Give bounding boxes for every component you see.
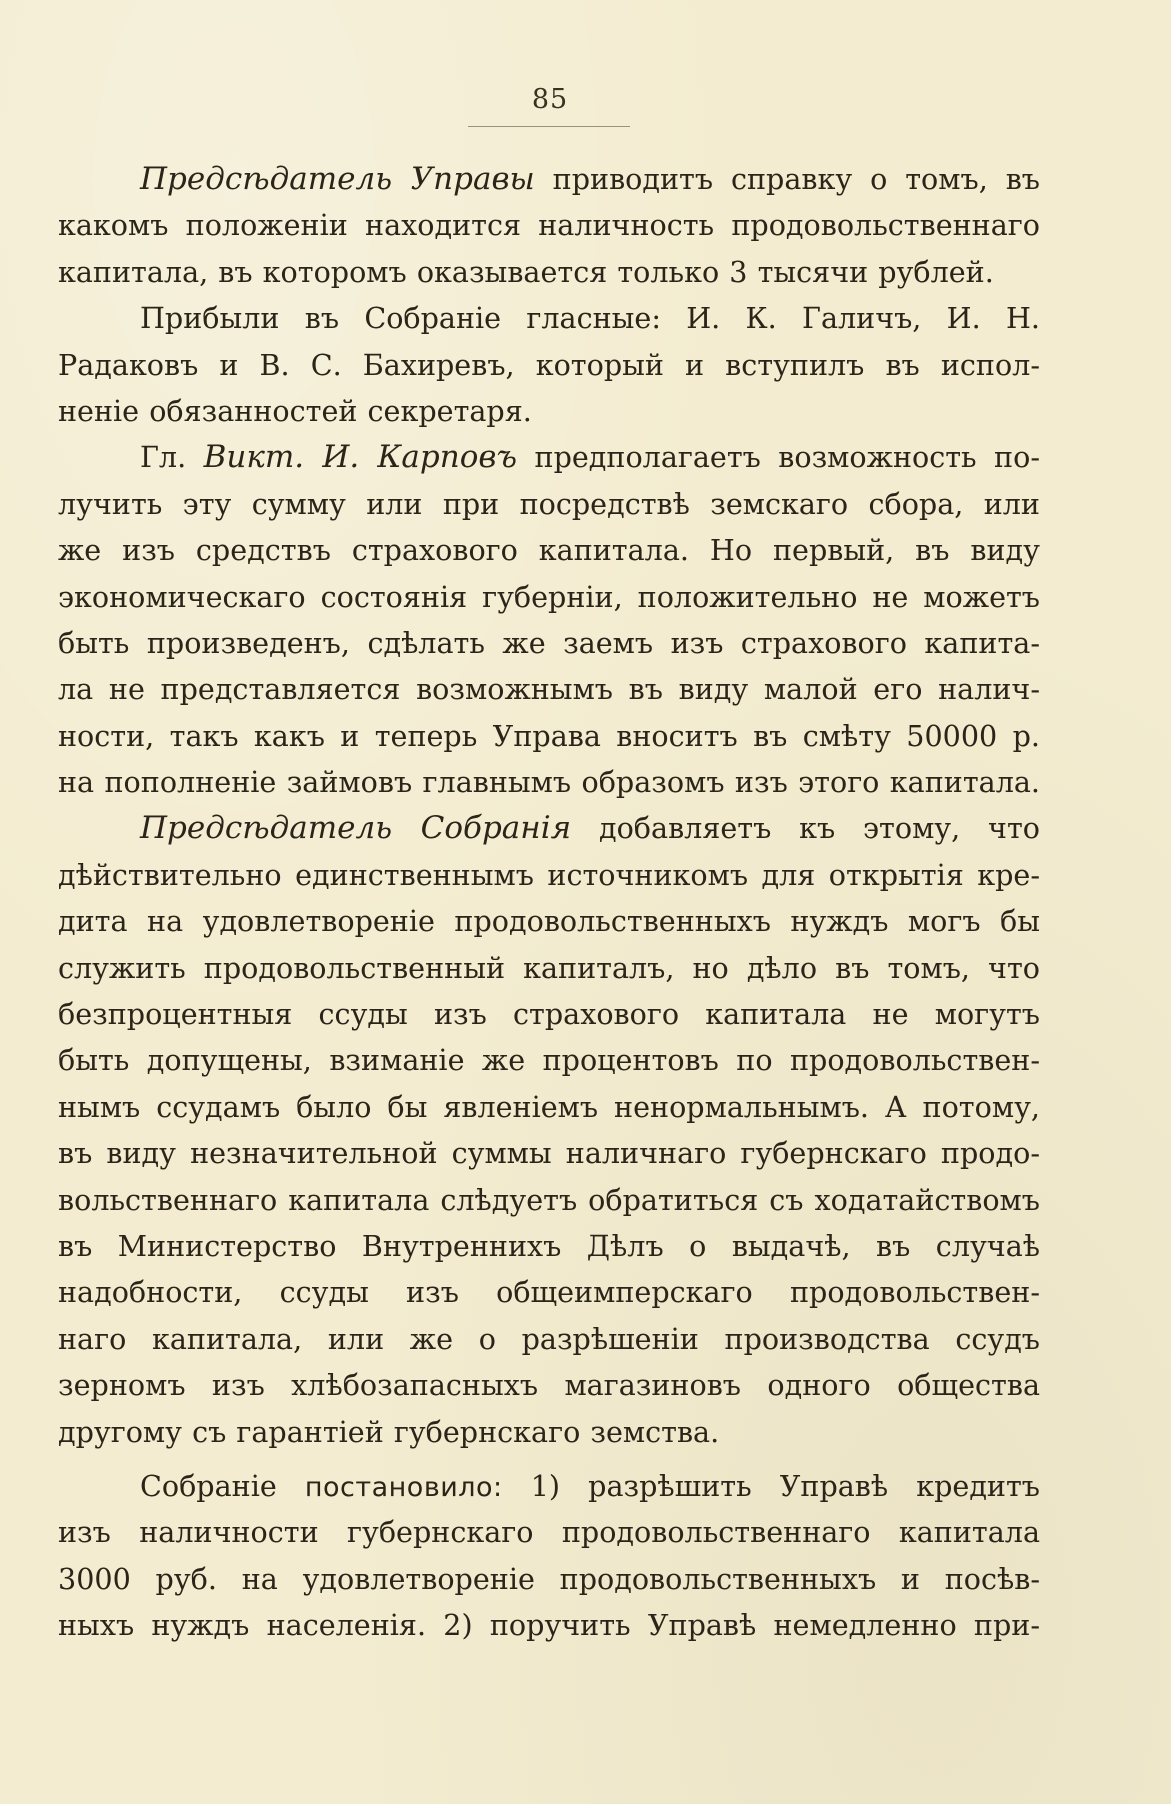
text-line: Прибыли въ Собраніе гласные: И. К. Галичъ, И. Н. (140, 301, 1040, 336)
page-number: 85 (531, 84, 569, 115)
text-line: безпроцентныя ссуды изъ страхового капитала не могутъ (58, 997, 1040, 1032)
text-line: Радаковъ и В. С. Бахиревъ, который и вступилъ въ испол- (58, 347, 1040, 382)
text-line: неніе обязанностей секретаря. (58, 393, 532, 428)
text-line: какомъ положеніи находится наличность продовольственнаго (58, 208, 1040, 243)
text-line: Предсѣдатель Собранія добавляетъ къ этому, что (140, 810, 1040, 847)
text-line: быть произведенъ, сдѣлать же заемъ изъ страхового капита- (58, 625, 1040, 660)
body-text (58, 156, 1040, 1649)
text-line: зерномъ изъ хлѣбозапасныхъ магазиновъ одного общества (58, 1368, 1040, 1403)
text-line: ныхъ нуждъ населенія. 2) поручить Управѣ немедленно при- (58, 1608, 1040, 1643)
text-line: въ Министерство Внутреннихъ Дѣлъ о выдачѣ, въ случаѣ (58, 1228, 1040, 1263)
text-line: 3000 руб. на удовлетвореніе продовольственныхъ и посѣв- (58, 1561, 1040, 1596)
text-line: Предсѣдатель Управы приводитъ справку о томъ, въ (140, 161, 1040, 197)
text-line: надобности, ссуды изъ общеимперскаго продовольствен- (58, 1275, 1040, 1310)
text-line: дѣйствительно единственнымъ источникомъ для открытія кре- (58, 857, 1040, 892)
text-line: другому съ гарантіей губернскаго земства. (58, 1414, 720, 1449)
text-line: лучить эту сумму или при посредствѣ земскаго сбора, или (58, 486, 1040, 521)
text-line: изъ наличности губернскаго продовольственнаго капитала (58, 1515, 1040, 1550)
text-line: вольственнаго капитала слѣдуетъ обратиться съ ходатайствомъ (58, 1182, 1040, 1217)
text-line: въ виду незначительной суммы наличнаго губернскаго продо- (58, 1136, 1040, 1171)
text-line: дита на удовлетвореніе продовольственныхъ нуждъ могъ бы (58, 904, 1040, 939)
text-line: экономическаго состоянія губерніи, положительно не можетъ (58, 579, 1040, 614)
text-line: же изъ средствъ страхового капитала. Но первый, въ виду (58, 533, 1040, 568)
text-line: Собраніе постановило: 1) разрѣшить Управѣ кредитъ (140, 1468, 1040, 1503)
text-line: ла не представляется возможнымъ въ виду малой его налич- (58, 672, 1040, 707)
text-line: ности, такъ какъ и теперь Управа вноситъ въ смѣту 50000 р. (58, 718, 1040, 753)
text-line: Гл. Викт. И. Карповъ предполагаетъ возможность по- (140, 439, 1040, 476)
text-line: на пополненіе займовъ главнымъ образомъ изъ этого капитала. (58, 765, 1040, 800)
header-rule (468, 126, 630, 127)
text-line: нымъ ссудамъ было бы явленіемъ ненормальнымъ. А потому, (58, 1089, 1040, 1124)
text-line: служить продовольственный капиталъ, но дѣло въ томъ, что (58, 950, 1040, 985)
text-line: быть допущены, взиманіе же процентовъ по продовольствен- (58, 1043, 1040, 1078)
text-line: наго капитала, или же о разрѣшеніи производства ссудъ (58, 1321, 1040, 1356)
text-line: капитала, въ которомъ оказывается только 3 тысячи рублей. (58, 254, 994, 289)
